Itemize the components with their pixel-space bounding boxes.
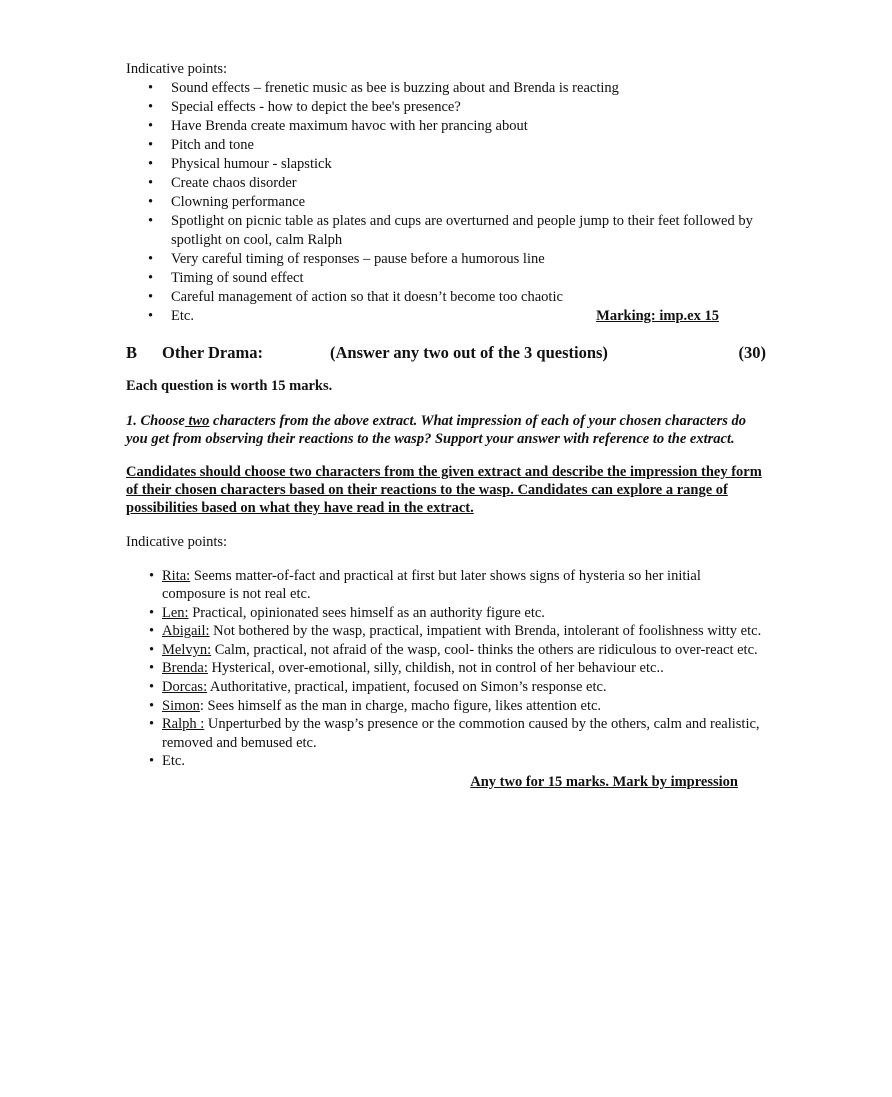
character-description: Hysterical, over-emotional, silly, childish, not in control of her behaviour etc..	[207, 660, 664, 677]
character-item-simon	[126, 697, 766, 716]
character-item-dorcas	[126, 678, 766, 697]
question-text	[126, 412, 766, 448]
character-item-brenda	[126, 659, 766, 678]
character-item-len	[126, 604, 766, 623]
list-item: • Careful management of action so that it doesn’t become too chaotic	[126, 288, 766, 307]
list-item: • Pitch and tone	[126, 136, 766, 155]
marking-note: Marking: imp.ex 15	[596, 308, 719, 324]
etc-text: • Etc.	[171, 308, 194, 324]
marker-guidance: Candidates should choose two characters from the given extract and describe the impression they form of their chosen characters based on their reactions to the wasp. Candidates can explore a range of possibilities based on what they have read in the extract.	[126, 464, 762, 516]
list-item: • Very careful timing of responses – pause before a humorous line	[126, 250, 766, 269]
marking-scheme-page	[126, 60, 766, 792]
list-item: • Special effects - how to depict the bee's presence?	[126, 98, 766, 117]
character-description: Seems matter-of-fact and practical at first but later shows signs of hysteria so her initial composure is not real etc.	[162, 567, 701, 603]
section-marks: (30)	[738, 343, 766, 362]
list-item: • Timing of sound effect	[126, 269, 766, 288]
character-description: Calm, practical, not afraid of the wasp, cool- thinks the others are ridiculous to over-react etc.	[211, 641, 758, 658]
character-points-list	[126, 567, 766, 772]
final-marking-note: Any two for 15 marks. Mark by impression	[470, 774, 738, 791]
list-item: • Have Brenda create maximum havoc with her prancing about	[126, 117, 766, 136]
character-name: Dorcas:	[162, 679, 208, 696]
character-description: Authoritative, practical, impatient, focused on Simon’s response etc.	[207, 679, 607, 696]
section-instruction: (Answer any two out of the 3 questions)	[330, 343, 608, 362]
indicative-points-label: Indicative points:	[126, 534, 228, 550]
question-worth: Each question is worth 15 marks.	[126, 378, 333, 394]
character-name: Brenda:	[162, 660, 208, 677]
list-item: • Physical humour - slapstick	[126, 155, 766, 174]
character-description: Unperturbed by the wasp’s presence or the commotion caused by the others, calm and realistic, removed and bemused etc.	[162, 716, 760, 751]
character-description: : Sees himself as the man in charge, macho figure, likes attention etc.	[199, 697, 602, 714]
question-prefix: 1. Choose	[126, 413, 185, 429]
character-name: Rita:	[162, 567, 191, 584]
indicative-points-list	[126, 79, 766, 326]
question-underlined-word: two	[184, 413, 210, 429]
character-name: Abigail:	[162, 623, 210, 640]
question-rest: characters from the above extract. What impression of each of your chosen characters do you get from observing their reactions to the wasp? Support your answer with reference to the extract.	[126, 413, 747, 447]
list-item	[126, 307, 766, 326]
indicative-points-label: Indicative points:	[126, 61, 228, 77]
character-description: Practical, opinionated sees himself as an authority figure etc.	[188, 604, 545, 621]
character-item-melvyn	[126, 641, 766, 660]
character-name: Simon	[162, 697, 200, 714]
character-item-ralph	[126, 715, 766, 752]
list-item: • Sound effects – frenetic music as bee is buzzing about and Brenda is reacting	[126, 79, 766, 98]
character-name: Len:	[162, 604, 189, 621]
character-item-abigail	[126, 622, 766, 641]
list-item: • Create chaos disorder	[126, 174, 766, 193]
character-name: Melvyn:	[162, 641, 212, 658]
list-item: • Spotlight on picnic table as plates and cups are overturned and people jump to their feet followed by spotlight on cool, calm Ralph	[126, 212, 766, 250]
character-item-rita	[126, 567, 766, 604]
list-item: • Etc.	[126, 752, 766, 771]
character-description: Not bothered by the wasp, practical, impatient with Brenda, intolerant of foolishness witty etc.	[209, 623, 762, 640]
list-item: • Clowning performance	[126, 193, 766, 212]
section-title: Other Drama:	[162, 343, 263, 362]
etc-marking-row	[171, 307, 766, 326]
section-heading	[126, 342, 766, 364]
section-letter: B	[126, 343, 138, 362]
character-name: Ralph :	[162, 716, 205, 733]
